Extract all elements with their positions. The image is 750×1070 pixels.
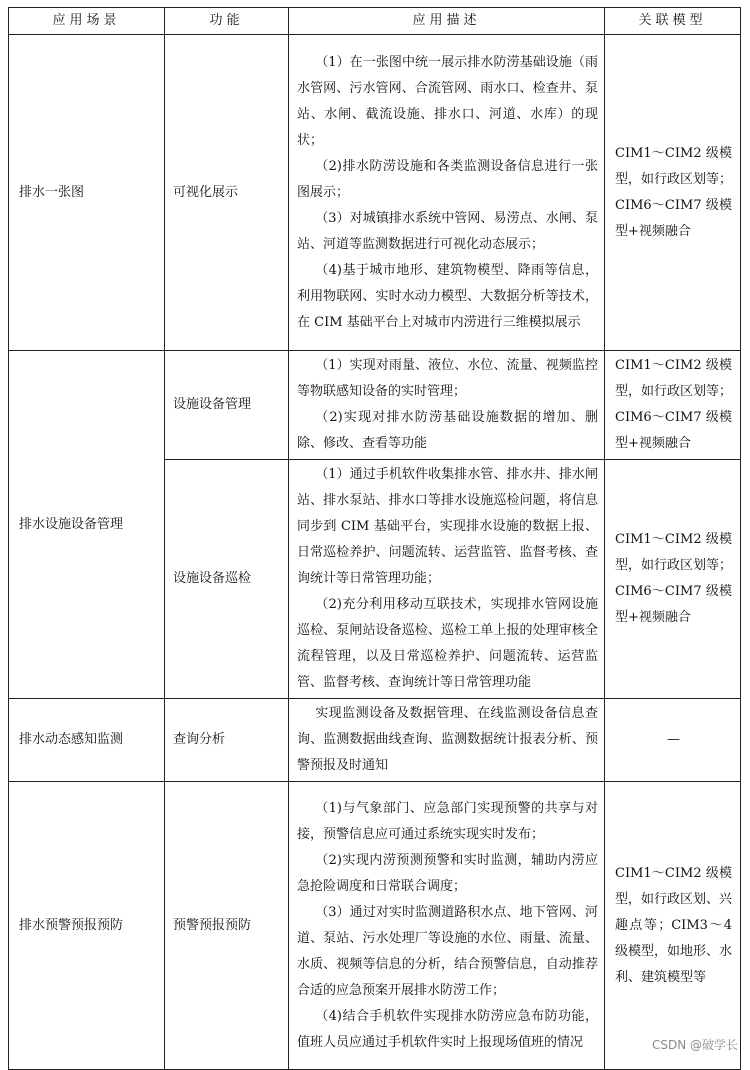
watermark: CSDN @破学长 — [651, 1038, 738, 1052]
description-cell — [289, 35, 605, 351]
model-cell: CIM1～CIM2 级模型，如行政区划等；CIM6～CIM7 级模型+视频融合 — [605, 351, 741, 460]
scene-cell: 排水动态感知监测 — [9, 699, 165, 782]
description-item: （2)实现内涝预测预警和实时监测，辅助内涝应急抢险调度和日常联合调度； — [297, 852, 598, 894]
model-cell: CIM1～CIM2 级模型，如行政区划、兴趣点等；CIM3～4 级模型，如地形、水利、建筑模型等 — [605, 782, 741, 1070]
table-row — [9, 35, 741, 351]
scene-cell: 排水一张图 — [9, 35, 165, 351]
description-item: （2)充分利用移动互联技术，实现排水管网设施巡检、泵闸站设备巡检、巡检工单上报的处理审核全流程管理，以及日常巡检养护、问题流转、运营监管、监督考核、查询统计等日常管理功能 — [297, 597, 598, 690]
table-row — [9, 699, 741, 782]
table-header-row — [9, 8, 741, 35]
header-model: 关联模型 — [605, 8, 741, 35]
description-item: （3）通过对实时监测道路积水点、地下管网、河道、泵站、污水处理厂等设施的水位、雨量、流量、水质、视频等信息的分析，结合预警信息，自动推荐合适的应急预案开展排水防涝工作； — [297, 904, 598, 998]
function-cell: 可视化展示 — [165, 35, 289, 351]
header-function: 功能 — [165, 8, 289, 35]
description-item: （1）实现对雨量、液位、水位、流量、视频监控等物联感知设备的实时管理； — [297, 358, 598, 399]
scene-cell: 排水设施设备管理 — [9, 351, 165, 699]
model-cell: — — [605, 699, 741, 782]
description-item: （2)实现对排水防涝基础设施数据的增加、删除、修改、查看等功能 — [297, 410, 598, 451]
description-item: （1）在一张图中统一展示排水防涝基础设施（雨水管网、污水管网、合流管网、雨水口、检查井、泵站、水闸、截流设施、排水口、河道、水库）的现状； — [297, 54, 598, 148]
description-cell — [289, 782, 605, 1070]
model-cell: CIM1～CIM2 级模型，如行政区划等；CIM6～CIM7 级模型+视频融合 — [605, 460, 741, 699]
header-description: 应用描述 — [289, 8, 605, 35]
application-table — [8, 7, 741, 1070]
description-item: 实现监测设备及数据管理、在线监测设备信息查询、监测数据曲线查询、监测数据统计报表分析、预警预报及时通知 — [297, 706, 598, 773]
description-cell — [289, 460, 605, 699]
model-cell: CIM1～CIM2 级模型，如行政区划等；CIM6～CIM7 级模型+视频融合 — [605, 35, 741, 351]
description-item: （2)排水防涝设施和各类监测设备信息进行一张图展示； — [297, 158, 598, 200]
description-cell — [289, 351, 605, 460]
description-cell — [289, 699, 605, 782]
description-item: （4)结合手机软件实现排水防涝应急布防功能，值班人员应通过手机软件实时上报现场值班的情况 — [297, 1008, 598, 1050]
function-cell: 设施设备管理 — [165, 351, 289, 460]
scene-cell: 排水预警预报预防 — [9, 782, 165, 1070]
function-cell: 预警预报预防 — [165, 782, 289, 1070]
description-item: （3）对城镇排水系统中管网、易涝点、水闸、泵站、河道等监测数据进行可视化动态展示； — [297, 210, 598, 252]
function-cell: 设施设备巡检 — [165, 460, 289, 699]
table-row — [9, 351, 741, 460]
description-item: （4)基于城市地形、建筑物模型、降雨等信息，利用物联网、实时水动力模型、大数据分析等技术，在 CIM 基础平台上对城市内涝进行三维模拟展示 — [297, 262, 598, 330]
description-item: （1）通过手机软件收集排水管、排水井、排水闸站、排水泵站、排水口等排水设施巡检问题，将信息同步到 CIM 基础平台，实现排水设施的数据上报、日常巡检养护、问题流转、运营监管、监督考核、查询统计等日常管理功能； — [297, 467, 598, 586]
description-item: （1)与气象部门、应急部门实现预警的共享与对接，预警信息应可通过系统实现实时发布； — [297, 800, 598, 842]
function-cell: 查询分析 — [165, 699, 289, 782]
header-scene: 应用场景 — [9, 8, 165, 35]
table-row — [9, 782, 741, 1070]
